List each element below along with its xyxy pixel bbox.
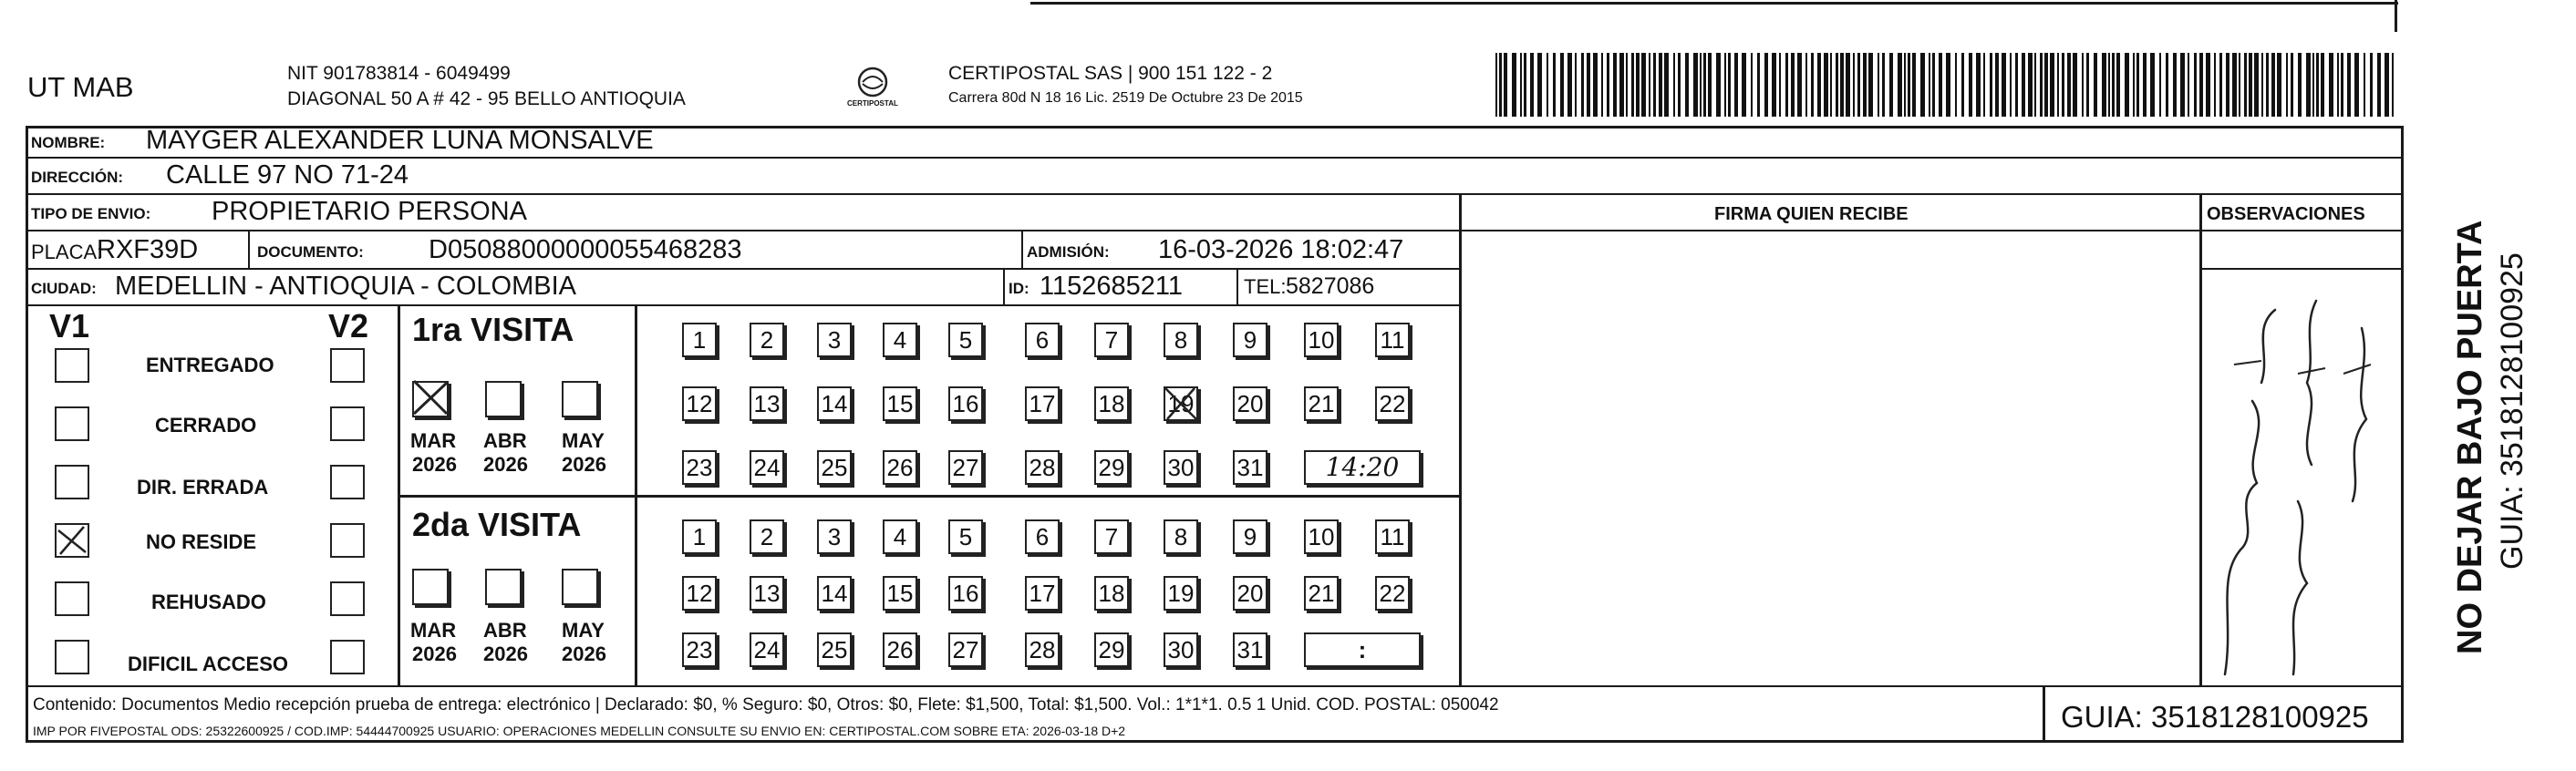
first-visit-day-29[interactable]: [1094, 450, 1129, 485]
first-visit-day-label: 17: [1029, 390, 1056, 417]
second-visit-day-21[interactable]: [1304, 576, 1339, 611]
second-visit-day-26[interactable]: [883, 632, 917, 667]
col-line: [1021, 230, 1023, 268]
first-visit-day-7[interactable]: [1094, 323, 1129, 357]
first-year-abr: 2026: [483, 453, 528, 476]
first-year-mar: 2026: [412, 453, 457, 476]
row-line: [26, 685, 2404, 687]
v1-header: V1: [49, 307, 90, 344]
col-line: [635, 304, 637, 685]
first-visit-day-label: 5: [958, 326, 973, 354]
first-visit-day-label: 8: [1174, 326, 1188, 354]
first-visit-day-16[interactable]: [948, 386, 983, 421]
second-visit-day-label: 27: [952, 636, 979, 663]
second-visit-day-label: 29: [1098, 636, 1125, 663]
first-visit-day-label: 28: [1029, 454, 1056, 481]
v2-checkbox-entregado[interactable]: [330, 348, 365, 383]
first-visit-day-8[interactable]: [1164, 323, 1198, 357]
first-month-may-box[interactable]: [562, 381, 598, 417]
nombre-value: MAYGER ALEXANDER LUNA MONSALVE: [146, 126, 654, 155]
col-line: [1459, 193, 1462, 685]
footer-guia: GUIA: 3518128100925: [2061, 700, 2369, 734]
first-month-may: MAY: [562, 429, 605, 452]
first-visit-day-31[interactable]: [1233, 450, 1267, 485]
second-month-mar-box[interactable]: [412, 569, 449, 605]
first-visit-title: 1ra VISITA: [412, 311, 574, 348]
no-dejar-bajo-puerta: NO DEJAR BAJO PUERTA: [2451, 220, 2489, 654]
second-visit-day-label: 18: [1098, 580, 1125, 607]
firma-header: FIRMA QUIEN RECIBE: [1714, 204, 1909, 224]
second-visit-day-label: 25: [821, 636, 848, 663]
first-visit-day-label: 14: [821, 390, 848, 417]
first-visit-day-label: 6: [1035, 326, 1050, 354]
second-visit-day-label: 3: [827, 523, 842, 550]
second-month-may-box[interactable]: [562, 569, 598, 605]
first-visit-day-label: 15: [886, 390, 914, 417]
first-visit-day-21[interactable]: [1304, 386, 1339, 421]
second-visit-day-label: 1: [692, 523, 707, 550]
second-visit-day-11[interactable]: [1375, 519, 1410, 554]
second-visit-day-label: 26: [886, 636, 914, 663]
second-year-may: 2026: [562, 642, 606, 665]
second-visit-day-label: 19: [1167, 580, 1195, 607]
second-month-abr-box[interactable]: [485, 569, 522, 605]
second-visit-day-label: 8: [1174, 523, 1188, 550]
first-visit-day-label: 10: [1308, 326, 1335, 354]
second-visit-day-20[interactable]: [1233, 576, 1267, 611]
v2-checkbox-dir-errada[interactable]: [330, 465, 365, 499]
second-visit-day-label: 5: [958, 523, 973, 550]
second-visit-day-label: 4: [893, 523, 907, 550]
second-visit-day-7[interactable]: [1094, 519, 1129, 554]
v1-checkbox-entregado[interactable]: [55, 348, 89, 383]
first-visit-day-19[interactable]: [1164, 386, 1198, 421]
second-month-mar: MAR: [410, 619, 457, 642]
first-visit-day-22[interactable]: [1375, 386, 1410, 421]
status-dir-errada: DIR. ERRADA: [137, 476, 269, 499]
first-visit-day-1[interactable]: [682, 323, 717, 357]
first-visit-day-label: 26: [886, 454, 914, 481]
first-visit-day-9[interactable]: [1233, 323, 1267, 357]
second-visit-day-9[interactable]: [1233, 519, 1267, 554]
second-visit-day-8[interactable]: [1164, 519, 1198, 554]
first-visit-day-label: 22: [1379, 390, 1406, 417]
check-x-icon: [57, 525, 88, 556]
second-visit-day-label: 7: [1104, 523, 1119, 550]
second-month-abr: ABR: [483, 619, 527, 642]
admision-label: ADMISIÓN:: [1027, 243, 1110, 261]
col-line: [2199, 193, 2202, 685]
second-visit-day-15[interactable]: [883, 576, 917, 611]
check-x-icon: [410, 377, 447, 414]
second-visit-day-2[interactable]: [750, 519, 784, 554]
first-month-abr: ABR: [483, 429, 527, 452]
first-visit-day-27[interactable]: [948, 450, 983, 485]
first-visit-day-11[interactable]: [1375, 323, 1410, 357]
first-visit-day-14[interactable]: [817, 386, 852, 421]
second-visit-day-label: 12: [686, 580, 713, 607]
second-visit-day-label: 14: [821, 580, 848, 607]
second-visit-day-19[interactable]: [1164, 576, 1198, 611]
status-entregado: ENTREGADO: [146, 354, 274, 376]
second-visit-day-30[interactable]: [1164, 632, 1198, 667]
second-visit-day-label: 2: [760, 523, 774, 550]
first-visit-day-label: 1: [692, 326, 707, 354]
first-visit-day-12[interactable]: [682, 386, 717, 421]
second-visit-day-label: 28: [1029, 636, 1056, 663]
second-visit-day-3[interactable]: [817, 519, 852, 554]
second-visit-title: 2da VISITA: [412, 506, 582, 543]
first-visit-day-17[interactable]: [1025, 386, 1060, 421]
first-visit-day-26[interactable]: [883, 450, 917, 485]
first-visit-day-label: 3: [827, 326, 842, 354]
first-visit-day-5[interactable]: [948, 323, 983, 357]
second-visit-time-field[interactable]: [1304, 632, 1421, 667]
handwritten-observations: [2207, 273, 2398, 684]
second-visit-day-29[interactable]: [1094, 632, 1129, 667]
second-visit-day-label: 6: [1035, 523, 1050, 550]
handwriting-scribble: [2207, 273, 2398, 684]
first-visit-day-label: 21: [1308, 390, 1335, 417]
status-cerrado: CERRADO: [155, 414, 257, 437]
second-visit-day-23[interactable]: [682, 632, 717, 667]
documento-label: DOCUMENTO:: [257, 243, 364, 261]
second-visit-day-label: 22: [1379, 580, 1406, 607]
second-visit-day-17[interactable]: [1025, 576, 1060, 611]
first-visit-day-label: 25: [821, 454, 848, 481]
first-visit-day-15[interactable]: [883, 386, 917, 421]
second-visit-day-18[interactable]: [1094, 576, 1129, 611]
second-visit-day-16[interactable]: [948, 576, 983, 611]
second-visit-time: :: [1358, 636, 1367, 663]
nombre-label: NOMBRE:: [31, 134, 106, 151]
first-visit-day-6[interactable]: [1025, 323, 1060, 357]
first-month-mar: MAR: [410, 429, 457, 452]
observaciones-header: OBSERVACIONES: [2207, 204, 2365, 224]
first-visit-day-label: 9: [1243, 326, 1257, 354]
first-year-may: 2026: [562, 453, 606, 476]
row-line: [26, 304, 1459, 306]
first-visit-day-label: 4: [893, 326, 907, 354]
admision-value: 16-03-2026 18:02:47: [1158, 235, 1404, 264]
col-line: [2043, 685, 2045, 743]
first-visit-time-field[interactable]: [1304, 450, 1421, 485]
second-visit-day-1[interactable]: [682, 519, 717, 554]
first-visit-day-23[interactable]: [682, 450, 717, 485]
row-line: [398, 495, 1459, 498]
second-visit-day-12[interactable]: [682, 576, 717, 611]
documento-value: D05088000000055468283: [429, 235, 742, 264]
second-visit-day-label: 21: [1308, 580, 1335, 607]
first-visit-day-label: 31: [1236, 454, 1264, 481]
v2-checkbox-rehusado[interactable]: [330, 581, 365, 616]
barcode: [1495, 53, 2407, 117]
second-visit-day-label: 15: [886, 580, 914, 607]
tipo-envio-value: PROPIETARIO PERSONA: [212, 197, 527, 226]
row-line: [26, 268, 1459, 270]
row-line: [26, 230, 2404, 231]
second-year-mar: 2026: [412, 642, 457, 665]
carrier-name: CERTIPOSTAL SAS | 900 151 122 - 2: [948, 63, 1273, 84]
second-visit-day-label: 24: [753, 636, 781, 663]
v1-checkbox-no-reside[interactable]: [55, 523, 89, 558]
v2-checkbox-no-reside[interactable]: [330, 523, 365, 558]
status-no-reside: NO RESIDE: [146, 530, 257, 553]
ciudad-value: MEDELLIN - ANTIOQUIA - COLOMBIA: [115, 272, 576, 301]
first-month-mar-box[interactable]: [412, 381, 449, 417]
second-visit-day-label: 11: [1380, 523, 1405, 550]
tel-label: TEL:: [1244, 275, 1287, 298]
first-visit-day-label: 29: [1098, 454, 1125, 481]
v2-header: V2: [328, 307, 369, 344]
first-visit-day-label: 11: [1380, 326, 1405, 354]
tipo-envio-label: TIPO DE ENVIO:: [31, 205, 151, 222]
top-rule-end: [2395, 0, 2397, 32]
first-visit-day-3[interactable]: [817, 323, 852, 357]
company-address: DIAGONAL 50 A # 42 - 95 BELLO ANTIOQUIA: [287, 88, 686, 109]
direccion-label: DIRECCIÓN:: [31, 169, 124, 186]
second-visit-day-label: 16: [952, 580, 979, 607]
tel-value: 5827086: [1286, 273, 1375, 299]
logo-text: CERTIPOSTAL: [847, 99, 898, 108]
second-visit-day-25[interactable]: [817, 632, 852, 667]
first-visit-day-20[interactable]: [1233, 386, 1267, 421]
second-visit-day-label: 31: [1236, 636, 1264, 663]
v1-checkbox-dificil-acceso[interactable]: [55, 640, 89, 674]
status-rehusado: REHUSADO: [151, 591, 266, 613]
first-visit-day-label: 2: [760, 326, 774, 354]
second-visit-day-27[interactable]: [948, 632, 983, 667]
row-line: [2200, 268, 2404, 270]
first-visit-day-2[interactable]: [750, 323, 784, 357]
company-nit: NIT 901783814 - 6049499: [287, 63, 511, 84]
placa-value: RXF39D: [97, 235, 199, 264]
first-visit-day-label: 23: [686, 454, 713, 481]
first-month-abr-box[interactable]: [485, 381, 522, 417]
second-visit-day-10[interactable]: [1304, 519, 1339, 554]
first-visit-day-18[interactable]: [1094, 386, 1129, 421]
second-visit-day-label: 9: [1243, 523, 1257, 550]
second-visit-day-6[interactable]: [1025, 519, 1060, 554]
certipostal-logo: [843, 64, 902, 115]
v2-checkbox-dificil-acceso[interactable]: [330, 640, 365, 674]
footer-content: Contenido: Documentos Medio recepción prueba de entrega: electrónico | Declarado: $0, % Seguro: $0, Otros: $0, Flete: $1,500, Total: $1,500. Vol.: 1*1*1. 0.5 1 Unid. COD. POSTAL: 050042: [33, 695, 1499, 714]
first-visit-day-label: 18: [1098, 390, 1125, 417]
first-visit-day-28[interactable]: [1025, 450, 1060, 485]
second-visit-day-label: 10: [1308, 523, 1335, 550]
first-visit-day-13[interactable]: [750, 386, 784, 421]
second-visit-day-14[interactable]: [817, 576, 852, 611]
first-visit-day-label: 13: [753, 390, 781, 417]
id-value: 1152685211: [1040, 272, 1183, 301]
second-visit-day-28[interactable]: [1025, 632, 1060, 667]
col-line: [1236, 268, 1238, 304]
v1-checkbox-cerrado[interactable]: [55, 406, 89, 441]
second-visit-day-22[interactable]: [1375, 576, 1410, 611]
second-month-may: MAY: [562, 619, 605, 642]
second-visit-day-24[interactable]: [750, 632, 784, 667]
v1-checkbox-rehusado[interactable]: [55, 581, 89, 616]
top-rule: [1030, 2, 2398, 5]
status-dificil-acceso: DIFICIL ACCESO: [128, 653, 289, 675]
second-visit-day-label: 20: [1236, 580, 1264, 607]
side-guia: GUIA: 3518128100925: [2495, 252, 2529, 570]
carrier-address: Carrera 80d N 18 16 Lic. 2519 De Octubre 23 De 2015: [948, 90, 1303, 106]
first-visit-day-label: 7: [1104, 326, 1119, 354]
ciudad-label: CIUDAD:: [31, 280, 97, 297]
first-visit-day-label: 27: [952, 454, 979, 481]
v2-checkbox-cerrado[interactable]: [330, 406, 365, 441]
second-visit-day-label: 17: [1029, 580, 1056, 607]
second-visit-day-5[interactable]: [948, 519, 983, 554]
company-name: UT MAB: [27, 71, 134, 103]
first-visit-day-label: 19: [1167, 390, 1195, 417]
second-visit-day-31[interactable]: [1233, 632, 1267, 667]
id-label: ID:: [1009, 280, 1029, 297]
direccion-value: CALLE 97 NO 71-24: [166, 160, 409, 190]
check-x-icon: [1162, 385, 1198, 421]
first-visit-day-label: 20: [1236, 390, 1264, 417]
placa-label: PLACA:: [31, 241, 103, 263]
second-visit-day-label: 23: [686, 636, 713, 663]
second-visit-day-label: 30: [1167, 636, 1195, 663]
first-visit-day-30[interactable]: [1164, 450, 1198, 485]
second-visit-day-4[interactable]: [883, 519, 917, 554]
first-visit-day-10[interactable]: [1304, 323, 1339, 357]
first-visit-time: 14:20: [1325, 452, 1400, 482]
first-visit-day-label: 30: [1167, 454, 1195, 481]
row-line: [26, 157, 2404, 159]
footer-imp: IMP POR FIVEPOSTAL ODS: 25322600925 / COD.IMP: 54444700925 USUARIO: OPERACIONES MEDELLIN CONSULTE SU ENVIO EN: CERTIPOSTAL.COM SOBRE ETA: 2026-03-18 D+2: [33, 724, 1126, 738]
first-visit-day-4[interactable]: [883, 323, 917, 357]
second-year-abr: 2026: [483, 642, 528, 665]
col-line: [1003, 268, 1005, 304]
first-visit-day-24[interactable]: [750, 450, 784, 485]
second-visit-day-13[interactable]: [750, 576, 784, 611]
first-visit-day-label: 16: [952, 390, 979, 417]
col-line: [248, 230, 250, 268]
row-line: [26, 193, 2404, 195]
first-visit-day-label: 12: [686, 390, 713, 417]
second-visit-day-label: 13: [753, 580, 781, 607]
v1-checkbox-dir-errada[interactable]: [55, 465, 89, 499]
col-line: [398, 304, 400, 685]
first-visit-day-label: 24: [753, 454, 781, 481]
first-visit-day-25[interactable]: [817, 450, 852, 485]
